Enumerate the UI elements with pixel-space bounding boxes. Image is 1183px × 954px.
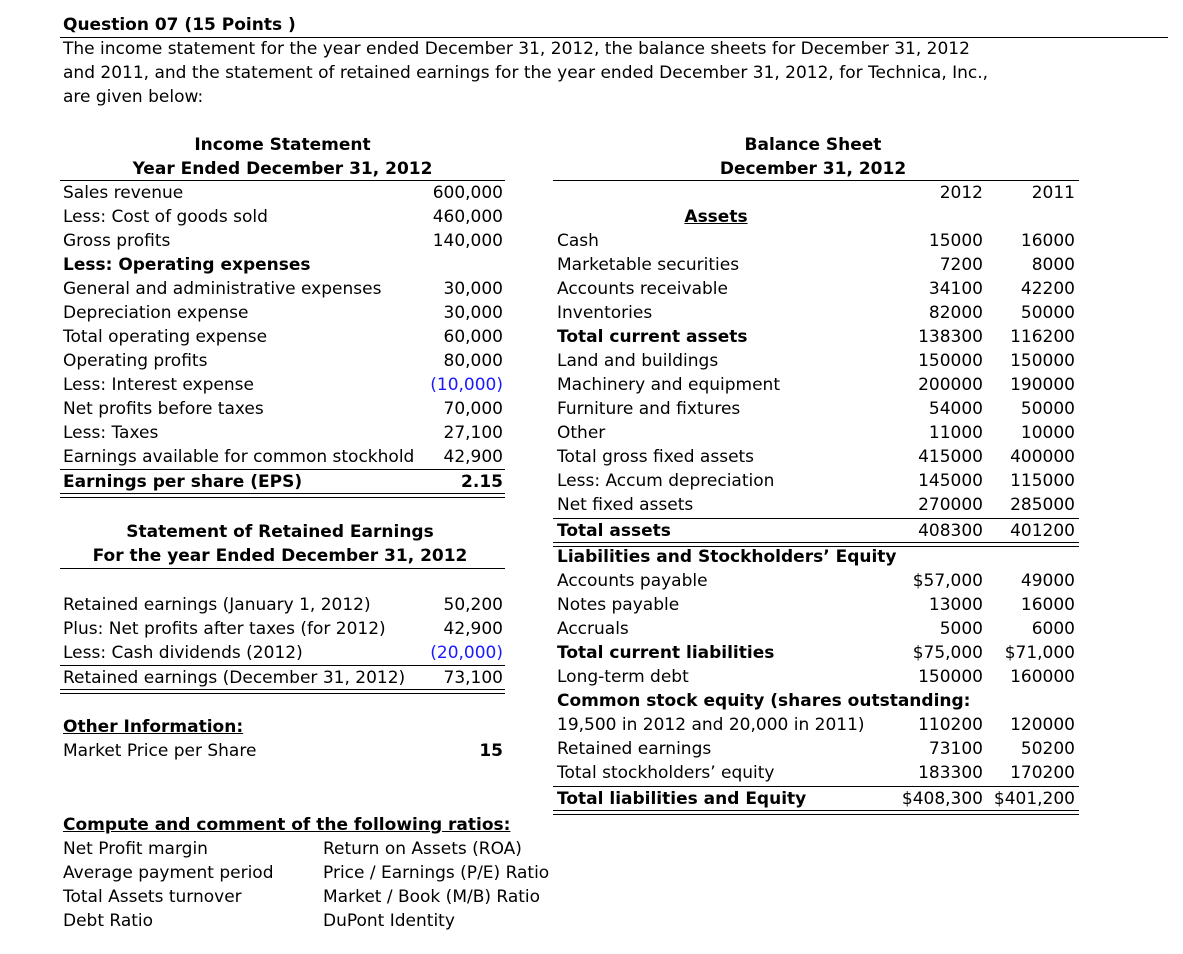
bs-value-2012: 54000 [928,399,983,419]
bs-row-label: Machinery and equipment [557,375,781,395]
re-header-rule [60,568,505,569]
ratios-title: Compute and comment of the following ratios: [63,815,511,835]
re-title: Statement of Retained Earnings [126,522,434,542]
bs-row-label: Long-term debt [557,667,689,687]
is-row-label: Gross profits [63,231,171,251]
bs-title: Balance Sheet [744,135,882,155]
bs-row-label: Total liabilities and Equity [557,789,807,809]
liabilities-heading: Liabilities and Stockholders’ Equity [557,547,897,567]
bs-value-2012: 82000 [928,303,983,323]
is-row-value: 460,000 [432,207,503,227]
ratio-item: Debt Ratio [63,911,154,931]
bs-row-label: 19,500 in 2012 and 20,000 in 2011) [557,715,865,735]
ratio-item: Net Profit margin [63,839,208,859]
bs-value-2011: $401,200 [993,789,1075,809]
bs-value-2012: 11000 [928,423,983,443]
assets-heading: Assets [684,207,748,227]
intro-line-1: The income statement for the year ended December 31, 2012, the balance sheets for December 31, 2012 [63,39,970,59]
bs-col-2011: 2011 [1031,183,1075,203]
bs-row-label: Notes payable [557,595,680,615]
re-row-value: 73,100 [443,668,503,688]
bs-value-2012: $75,000 [912,643,983,663]
bs-value-2011: $71,000 [1004,643,1075,663]
is-row-value: 70,000 [443,399,503,419]
ratio-item: Market / Book (M/B) Ratio [323,887,541,907]
is-row-label: Less: Taxes [63,423,159,443]
bs-row-label: Inventories [557,303,653,323]
bs-row-label: Accounts receivable [557,279,728,299]
re-subtitle: For the year Ended December 31, 2012 [92,546,468,566]
bs-value-2011: 401200 [1010,521,1075,541]
is-row-label: General and administrative expenses [63,279,382,299]
eps-label: Earnings per share (EPS) [63,472,303,492]
intro-line-2: and 2011, and the statement of retained earnings for the year ended December 31, 2012, for Technica, Inc., [63,63,989,83]
bs-row-label: Common stock equity (shares outstanding: [557,691,971,711]
bs-value-2012: 15000 [928,231,983,251]
bs-value-2012: 5000 [939,619,983,639]
intro-line-3: are given below: [63,87,204,107]
re-row-value: 50,200 [443,595,503,615]
bs-value-2011: 115000 [1010,471,1075,491]
re-double-rule [60,689,505,694]
bs-value-2012: 150000 [918,351,983,371]
is-row-label: Net profits before taxes [63,399,264,419]
is-row-label: Less: Cost of goods sold [63,207,268,227]
bs-row-label: Retained earnings [557,739,712,759]
income-statement-subtitle: Year Ended December 31, 2012 [132,159,433,179]
is-row-label: Operating profits [63,351,208,371]
is-row-label: Less: Operating expenses [63,255,311,275]
bs-row-label: Total current assets [557,327,748,347]
bs-value-2011: 50200 [1020,739,1075,759]
bs-row-label: Accounts payable [557,571,708,591]
bs-value-2011: 50000 [1020,399,1075,419]
bs-value-2011: 10000 [1020,423,1075,443]
bs-subtitle: December 31, 2012 [719,159,907,179]
is-row-value: 42,900 [443,447,503,467]
bs-value-2011: 42200 [1020,279,1075,299]
bs-value-2011: 49000 [1020,571,1075,591]
bs-value-2011: 400000 [1010,447,1075,467]
bs-row-label: Total stockholders’ equity [557,763,775,783]
ratio-item: Return on Assets (ROA) [323,839,522,859]
bs-value-2012: 13000 [928,595,983,615]
re-row-value: (20,000) [430,643,503,663]
bs-value-2012: 73100 [928,739,983,759]
is-row-value: 60,000 [443,327,503,347]
bs-value-2012: 7200 [939,255,983,275]
bs-row-label: Cash [557,231,599,251]
is-row-label: Sales revenue [63,183,184,203]
bs-row-label: Less: Accum depreciation [557,471,775,491]
bs-value-2012: 145000 [918,471,983,491]
bs-value-2011: 16000 [1020,595,1075,615]
re-row-label: Less: Cash dividends (2012) [63,643,303,663]
re-row-label: Retained earnings (January 1, 2012) [63,595,371,615]
bs-value-2011: 120000 [1010,715,1075,735]
bs-row-label: Total current liabilities [557,643,775,663]
is-row-label: Earnings available for common stockhold [63,447,415,467]
bs-row-label: Total gross fixed assets [557,447,755,467]
income-statement-title: Income Statement [194,135,371,155]
bs-row-label: Net fixed assets [557,495,694,515]
re-row-value: 42,900 [443,619,503,639]
bs-row-label: Marketable securities [557,255,740,275]
is-row-value: 600,000 [432,183,503,203]
is-row-label: Less: Interest expense [63,375,254,395]
bs-value-2011: 285000 [1010,495,1075,515]
bs-value-2012: 408300 [918,521,983,541]
other-info-title: Other Information: [63,717,244,737]
bs-value-2012: $408,300 [901,789,983,809]
bs-value-2011: 170200 [1010,763,1075,783]
bs-value-2012: 138300 [918,327,983,347]
bs-value-2012: 200000 [918,375,983,395]
question-title: Question 07 (15 Points ) [63,15,296,35]
bs-value-2011: 116200 [1010,327,1075,347]
bs-value-2012: 110200 [918,715,983,735]
eps-double-rule [60,493,505,498]
bs-value-2012: 270000 [918,495,983,515]
bs-value-2011: 8000 [1031,255,1075,275]
bs-value-2011: 50000 [1020,303,1075,323]
bs-value-2011: 190000 [1010,375,1075,395]
total-liab-double-rule [553,810,1079,815]
bs-value-2012: $57,000 [912,571,983,591]
bs-row-label: Furniture and fixtures [557,399,741,419]
is-row-value: 30,000 [443,303,503,323]
bs-value-2011: 6000 [1031,619,1075,639]
bs-row-label: Accruals [557,619,629,639]
bs-row-label: Total assets [557,521,671,541]
market-price-label: Market Price per Share [63,741,257,761]
bs-col-2012: 2012 [939,183,983,203]
is-row-label: Total operating expense [63,327,268,347]
ratio-item: Price / Earnings (P/E) Ratio [323,863,550,883]
bs-row-label: Land and buildings [557,351,719,371]
bs-value-2011: 150000 [1010,351,1075,371]
bs-value-2012: 183300 [918,763,983,783]
bs-row-label: Other [557,423,606,443]
is-row-value: 80,000 [443,351,503,371]
bs-value-2012: 150000 [918,667,983,687]
bs-value-2011: 160000 [1010,667,1075,687]
market-price-value: 15 [479,741,503,761]
re-row-label: Retained earnings (December 31, 2012) [63,668,406,688]
bs-value-2012: 34100 [928,279,983,299]
bs-value-2011: 16000 [1020,231,1075,251]
is-row-value: 30,000 [443,279,503,299]
re-row-label: Plus: Net profits after taxes (for 2012) [63,619,386,639]
is-row-value: (10,000) [430,375,503,395]
is-row-value: 140,000 [432,231,503,251]
is-row-label: Depreciation expense [63,303,249,323]
is-row-value: 27,100 [443,423,503,443]
ratio-item: Average payment period [63,863,274,883]
ratio-item: Total Assets turnover [63,887,242,907]
ratio-item: DuPont Identity [323,911,455,931]
bs-value-2012: 415000 [918,447,983,467]
eps-value: 2.15 [461,472,503,492]
